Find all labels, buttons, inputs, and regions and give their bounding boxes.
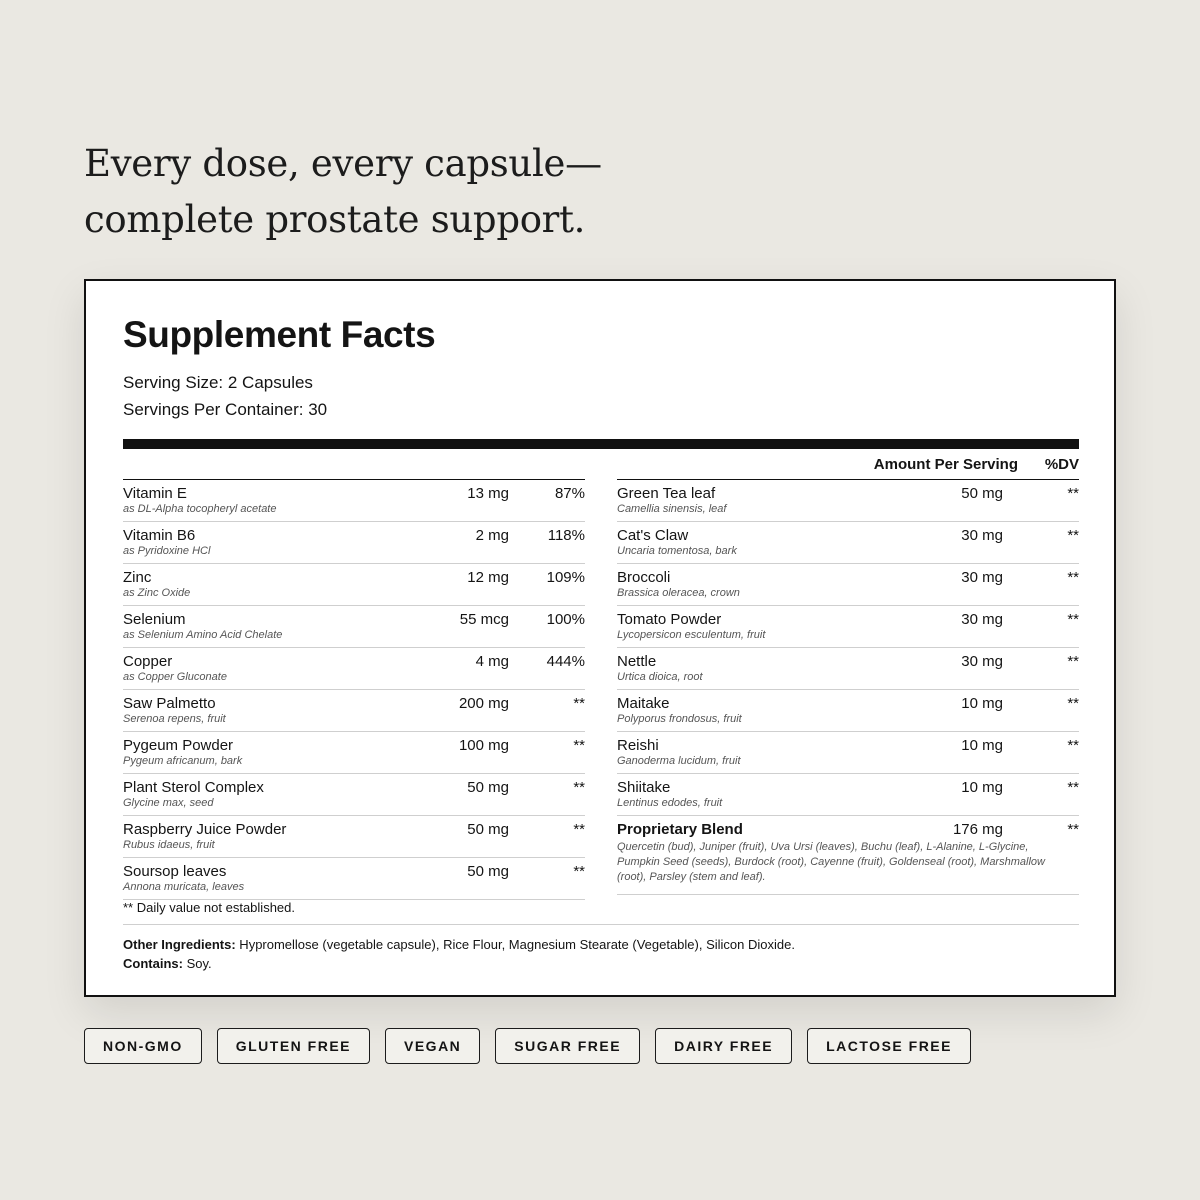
ingredient-name: Saw Palmetto [123,695,216,712]
ingredient-name: Plant Sterol Complex [123,779,264,796]
attribute-badge: LACTOSE FREE [807,1028,971,1064]
proprietary-blend-daily-value: ** [1067,821,1079,838]
ingredient-name: Vitamin B6 [123,527,196,544]
ingredient-name: Cat's Claw [617,527,689,544]
ingredient-source: as DL-Alpha tocopheryl acetate [123,503,277,515]
other-ingredients-block [123,935,795,973]
column-header [123,449,1079,479]
ingredient-name: Zinc [123,569,152,586]
ingredient-amount: 30 mg [961,611,1003,628]
ingredient-amount: 12 mg [467,569,509,586]
ingredient-daily-value: ** [1067,737,1079,754]
divider [123,924,1079,925]
other-ingredients-label: Other Ingredients: [123,937,236,952]
ingredient-amount: 30 mg [961,653,1003,670]
ingredient-row [617,648,1079,690]
contains-value: Soy. [182,956,212,971]
ingredient-amount: 2 mg [475,527,509,544]
ingredient-source: Glycine max, seed [123,797,214,809]
ingredient-name: Soursop leaves [123,863,227,880]
ingredient-name: Pygeum Powder [123,737,234,754]
ingredient-daily-value: ** [1067,569,1079,586]
ingredient-source: Pygeum africanum, bark [123,755,243,767]
ingredient-daily-value: ** [1067,485,1079,502]
ingredient-source: Ganoderma lucidum, fruit [617,755,741,767]
ingredient-column-left [123,479,585,900]
other-ingredients-value: Hypromellose (vegetable capsule), Rice Flour, Magnesium Stearate (Vegetable), Silicon Dioxide. [235,937,795,952]
ingredient-daily-value: ** [573,863,585,880]
ingredient-row [617,606,1079,648]
ingredient-amount: 30 mg [961,569,1003,586]
ingredient-amount: 30 mg [961,527,1003,544]
ingredient-name: Reishi [617,737,659,754]
headline [84,136,784,248]
ingredient-row [617,480,1079,522]
ingredient-source: as Copper Gluconate [123,671,227,683]
supplement-facts-panel [84,279,1116,997]
ingredient-name: Raspberry Juice Powder [123,821,287,838]
supplement-facts-title: Supplement Facts [123,314,436,355]
proprietary-blend-row [617,816,1079,895]
headline-line-2: complete prostate support. [84,198,586,241]
footnote: ** Daily value not established. [123,900,295,915]
ingredient-source: as Zinc Oxide [123,587,191,599]
ingredient-row [617,564,1079,606]
attribute-badge: VEGAN [385,1028,480,1064]
serving-size: Serving Size: 2 Capsules [123,373,313,392]
badge-row [84,1028,971,1064]
ingredient-amount: 10 mg [961,695,1003,712]
ingredient-amount: 55 mcg [459,611,509,628]
daily-value-header: %DV [1044,456,1079,473]
ingredient-amount: 50 mg [961,485,1003,502]
ingredient-row [123,690,585,732]
proprietary-blend-amount: 176 mg [952,821,1003,838]
ingredient-daily-value: ** [1067,527,1079,544]
ingredient-source: Uncaria tomentosa, bark [617,545,737,557]
ingredient-name: Vitamin E [123,485,187,502]
attribute-badge: DAIRY FREE [655,1028,792,1064]
ingredient-daily-value: 87% [554,485,585,502]
ingredient-amount: 200 mg [458,695,509,712]
ingredient-amount: 50 mg [467,779,509,796]
ingredient-amount: 13 mg [467,485,509,502]
attribute-badge: NON-GMO [84,1028,202,1064]
ingredient-source: Urtica dioica, root [617,671,703,683]
ingredient-name: Nettle [617,653,657,670]
ingredient-daily-value: ** [1067,611,1079,628]
ingredient-name: Shiitake [617,779,671,796]
ingredient-source: as Pyridoxine HCl [123,545,211,557]
supplement-facts-content [123,311,1079,971]
ingredient-row [123,816,585,858]
proprietary-blend-name: Proprietary Blend [617,821,743,838]
ingredient-row [123,522,585,564]
ingredient-row [123,858,585,900]
ingredient-daily-value: ** [1067,653,1079,670]
ingredient-source: Rubus idaeus, fruit [123,839,215,851]
ingredient-row [123,606,585,648]
other-ingredients [123,935,795,954]
ingredient-row [123,648,585,690]
attribute-badge: SUGAR FREE [495,1028,640,1064]
ingredient-row [123,732,585,774]
thick-divider [123,439,1079,449]
ingredient-daily-value: 109% [546,569,585,586]
ingredient-row [617,732,1079,774]
ingredient-daily-value: ** [1067,779,1079,796]
ingredient-source: Lentinus edodes, fruit [617,797,723,809]
headline-line-1: Every dose, every capsule— [84,142,602,185]
ingredient-name: Broccoli [617,569,671,586]
ingredient-source: Camellia sinensis, leaf [617,503,727,515]
contains-label: Contains: [123,956,183,971]
ingredient-daily-value: ** [573,779,585,796]
ingredient-daily-value: 100% [546,611,585,628]
ingredient-amount: 50 mg [467,821,509,838]
ingredient-amount: 10 mg [961,737,1003,754]
amount-per-serving-header: Amount Per Serving [873,456,1018,473]
servings-per-container: Servings Per Container: 30 [123,400,328,419]
proprietary-blend-ingredients: Quercetin (bud), Juniper (fruit), Uva Ursi (leaves), Buchu (leaf), L-Alanine, L-Glycine, Pumpkin Seed (seeds), Burdock (root), Cayenne (fruit), Goldenseal (root), Marshmallow (root), Parsley (stem and leaf). [617,841,1045,883]
ingredient-name: Maitake [617,695,670,712]
ingredient-row [617,690,1079,732]
ingredient-daily-value: ** [573,695,585,712]
contains [123,954,795,973]
ingredient-daily-value: 118% [547,527,585,544]
ingredient-row [123,480,585,522]
ingredient-source: Lycopersicon esculentum, fruit [617,629,766,641]
ingredient-daily-value: ** [1067,695,1079,712]
ingredient-amount: 4 mg [475,653,509,670]
ingredient-name: Selenium [123,611,186,628]
ingredient-source: Polyporus frondosus, fruit [617,713,742,725]
ingredient-daily-value: ** [573,821,585,838]
ingredient-column-right [617,479,1079,895]
attribute-badge: GLUTEN FREE [217,1028,370,1064]
ingredient-row [617,774,1079,816]
ingredient-amount: 50 mg [467,863,509,880]
ingredient-daily-value: ** [573,737,585,754]
ingredient-row [123,564,585,606]
ingredient-row [123,774,585,816]
ingredient-amount: 10 mg [961,779,1003,796]
ingredient-name: Green Tea leaf [617,485,716,502]
ingredient-source: Annona muricata, leaves [123,881,245,893]
ingredient-source: as Selenium Amino Acid Chelate [123,629,283,641]
ingredient-name: Copper [123,653,173,670]
ingredient-source: Serenoa repens, fruit [123,713,226,725]
ingredient-source: Brassica oleracea, crown [617,587,740,599]
ingredient-name: Tomato Powder [617,611,722,628]
ingredient-columns [123,479,1079,899]
ingredient-amount: 100 mg [458,737,509,754]
ingredient-row [617,522,1079,564]
ingredient-daily-value: 444% [546,653,585,670]
